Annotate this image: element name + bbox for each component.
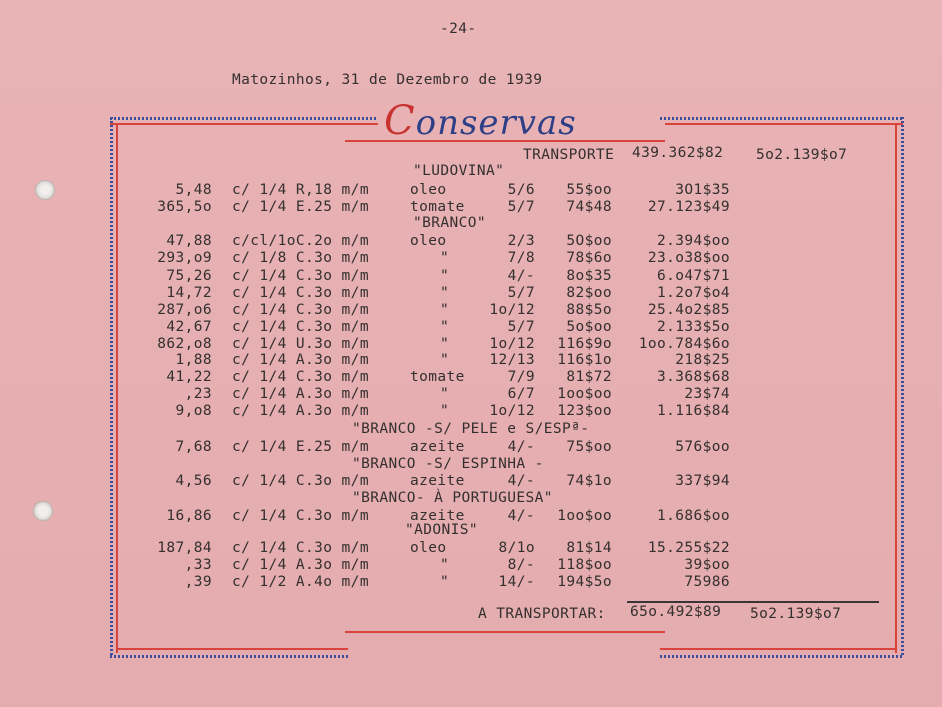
row-ratio: 7/9 (507, 369, 535, 385)
row-can-spec: c/ 1/4 C.3o m/m (232, 285, 369, 301)
carry-label: A TRANSPORTAR: (478, 606, 606, 622)
row-ratio: 4/- (507, 268, 535, 284)
row-ratio: 1o/12 (489, 302, 535, 318)
row-packing: azeite (410, 508, 465, 524)
section-heading: "LUDOVINA" (413, 163, 505, 179)
row-can-spec: c/ 1/4 A.3o m/m (232, 386, 369, 402)
row-can-spec: c/ 1/4 C.3o m/m (232, 540, 369, 556)
row-ratio: 5/7 (507, 199, 535, 215)
row-packing: tomate (410, 199, 465, 215)
row-quantity: 293,o9 (157, 250, 212, 266)
row-unit-price: 116$1o (557, 352, 612, 368)
carry-col2: 5o2.139$o7 (750, 606, 842, 622)
row-can-spec: c/ 1/4 U.3o m/m (232, 336, 369, 352)
row-ratio: 5/7 (507, 319, 535, 335)
row-packing: oleo (410, 233, 447, 249)
row-quantity: 4,56 (175, 473, 212, 489)
row-unit-price: 82$oo (566, 285, 612, 301)
row-total: 2.133$5o (656, 319, 730, 335)
row-can-spec: c/ 1/4 R,18 m/m (232, 182, 369, 198)
row-ratio: 4/- (507, 439, 535, 455)
row-total: 23$74 (684, 386, 730, 402)
row-quantity: 287,o6 (157, 302, 212, 318)
row-can-spec: c/ 1/4 C.3o m/m (232, 369, 369, 385)
row-can-spec: c/cl/1oC.2o m/m (232, 233, 369, 249)
total-rule (627, 601, 879, 603)
row-quantity: ,23 (184, 386, 212, 402)
page-number: -24- (440, 21, 477, 37)
row-quantity: 862,o8 (157, 336, 212, 352)
row-quantity: 42,67 (166, 319, 212, 335)
frame-bottom-center-red (345, 631, 665, 633)
row-unit-price: 5O$oo (566, 233, 612, 249)
row-quantity: 75,26 (166, 268, 212, 284)
row-unit-price: 8o$35 (566, 268, 612, 284)
frame-right-dotted (901, 117, 904, 657)
row-quantity: 187,84 (157, 540, 212, 556)
row-ratio: 8/- (507, 557, 535, 573)
section-heading: "BRANCO -S/ ESPINHA - (352, 456, 544, 472)
dateline: Matozinhos, 31 de Dezembro de 1939 (232, 72, 543, 88)
frame-bottom-right-red (660, 648, 897, 650)
row-quantity: 7,68 (175, 439, 212, 455)
row-packing: " (440, 285, 450, 301)
row-can-spec: c/ 1/4 A.3o m/m (232, 557, 369, 573)
row-total: 218$25 (675, 352, 730, 368)
row-unit-price: 123$oo (557, 403, 612, 419)
row-packing: azeite (410, 473, 465, 489)
row-can-spec: c/ 1/4 C.3o m/m (232, 268, 369, 284)
row-unit-price: 81$14 (566, 540, 612, 556)
row-unit-price: 74$1o (566, 473, 612, 489)
frame-top-left-red (110, 123, 378, 125)
row-quantity: ,39 (184, 574, 212, 590)
row-packing: tomate (410, 369, 465, 385)
section-heading: "BRANCO -S/ PELE e S/ESPª- (352, 421, 590, 437)
frame-right-red (895, 123, 897, 653)
row-packing: " (440, 336, 450, 352)
row-unit-price: 75$oo (566, 439, 612, 455)
frame-bottom-left-dotted (110, 655, 348, 658)
frame-bottom-right-dotted (660, 655, 903, 658)
row-packing: azeite (410, 439, 465, 455)
row-ratio: 4/- (507, 508, 535, 524)
transport-col1: 439.362$82 (632, 145, 724, 161)
row-total: 23.o38$oo (647, 250, 730, 266)
row-can-spec: c/ 1/4 C.3o m/m (232, 302, 369, 318)
row-total: 576$oo (675, 439, 730, 455)
row-quantity: 1,88 (175, 352, 212, 368)
row-can-spec: c/ 1/4 A.3o m/m (232, 403, 369, 419)
row-packing: " (440, 557, 450, 573)
row-unit-price: 55$oo (566, 182, 612, 198)
row-total: 25.4o2$85 (647, 302, 730, 318)
row-quantity: 41,22 (166, 369, 212, 385)
row-ratio: 12/13 (489, 352, 535, 368)
transport-col2: 5o2.139$o7 (756, 147, 848, 163)
row-ratio: 1o/12 (489, 403, 535, 419)
title-rest: onservas (415, 103, 577, 143)
row-packing: " (440, 302, 450, 318)
row-quantity: 16,86 (166, 508, 212, 524)
section-heading: "BRANCO" (413, 215, 487, 231)
row-unit-price: 81$72 (566, 369, 612, 385)
row-ratio: 2/3 (507, 233, 535, 249)
row-ratio: 4/- (507, 473, 535, 489)
row-unit-price: 78$6o (566, 250, 612, 266)
section-heading: "ADONIS" (405, 522, 479, 538)
row-packing: " (440, 250, 450, 266)
row-total: 1.116$84 (656, 403, 730, 419)
row-total: 337$94 (675, 473, 730, 489)
row-unit-price: 1oo$oo (557, 386, 612, 402)
row-total: 39$oo (684, 557, 730, 573)
row-ratio: 1o/12 (489, 336, 535, 352)
transport-label: TRANSPORTE (523, 147, 615, 163)
frame-top-left-dotted (110, 117, 378, 120)
row-packing: oleo (410, 182, 447, 198)
row-packing: " (440, 574, 450, 590)
carry-col1: 65o.492$89 (630, 604, 722, 620)
row-total: 1oo.784$6o (638, 336, 730, 352)
row-quantity: 365,5o (157, 199, 212, 215)
row-quantity: 9,o8 (175, 403, 212, 419)
row-unit-price: 118$oo (557, 557, 612, 573)
row-packing: " (440, 268, 450, 284)
row-total: 2.394$oo (656, 233, 730, 249)
row-can-spec: c/ 1/8 C.3o m/m (232, 250, 369, 266)
row-ratio: 6/7 (507, 386, 535, 402)
punch-hole-top (35, 180, 55, 200)
row-can-spec: c/ 1/4 C.3o m/m (232, 319, 369, 335)
row-total: 27.123$49 (647, 199, 730, 215)
punch-hole-bottom (33, 501, 53, 521)
row-can-spec: c/ 1/2 A.4o m/m (232, 574, 369, 590)
row-packing: " (440, 386, 450, 402)
row-quantity: 14,72 (166, 285, 212, 301)
row-can-spec: c/ 1/4 C.3o m/m (232, 473, 369, 489)
row-total: 1.2o7$o4 (656, 285, 730, 301)
document-title (384, 98, 577, 144)
row-can-spec: c/ 1/4 E.25 m/m (232, 439, 369, 455)
row-can-spec: c/ 1/4 E.25 m/m (232, 199, 369, 215)
row-unit-price: 5o$oo (566, 319, 612, 335)
row-total: 1.686$oo (656, 508, 730, 524)
frame-top-right-red (665, 123, 903, 125)
row-can-spec: c/ 1/4 A.3o m/m (232, 352, 369, 368)
frame-top-right-dotted (660, 117, 903, 120)
row-total: 15.255$22 (647, 540, 730, 556)
row-unit-price: 116$9o (557, 336, 612, 352)
section-heading: "BRANCO- À PORTUGUESA" (352, 490, 553, 506)
row-quantity: 5,48 (175, 182, 212, 198)
frame-bottom-left-red (116, 648, 348, 650)
row-unit-price: 74$48 (566, 199, 612, 215)
row-can-spec: c/ 1/4 C.3o m/m (232, 508, 369, 524)
row-quantity: 47,88 (166, 233, 212, 249)
row-packing: " (440, 403, 450, 419)
row-packing: oleo (410, 540, 447, 556)
row-total: 3.368$68 (656, 369, 730, 385)
row-total: 75986 (684, 574, 730, 590)
row-ratio: 5/7 (507, 285, 535, 301)
row-ratio: 8/1o (498, 540, 535, 556)
row-ratio: 7/8 (507, 250, 535, 266)
row-ratio: 14/- (498, 574, 535, 590)
row-ratio: 5/6 (507, 182, 535, 198)
row-unit-price: 194$5o (557, 574, 612, 590)
row-quantity: ,33 (184, 557, 212, 573)
row-unit-price: 88$5o (566, 302, 612, 318)
row-total: 3O1$35 (675, 182, 730, 198)
row-packing: " (440, 352, 450, 368)
row-total: 6.o47$71 (656, 268, 730, 284)
title-initial: C (384, 98, 416, 144)
row-unit-price: 1oo$oo (557, 508, 612, 524)
row-packing: " (440, 319, 450, 335)
